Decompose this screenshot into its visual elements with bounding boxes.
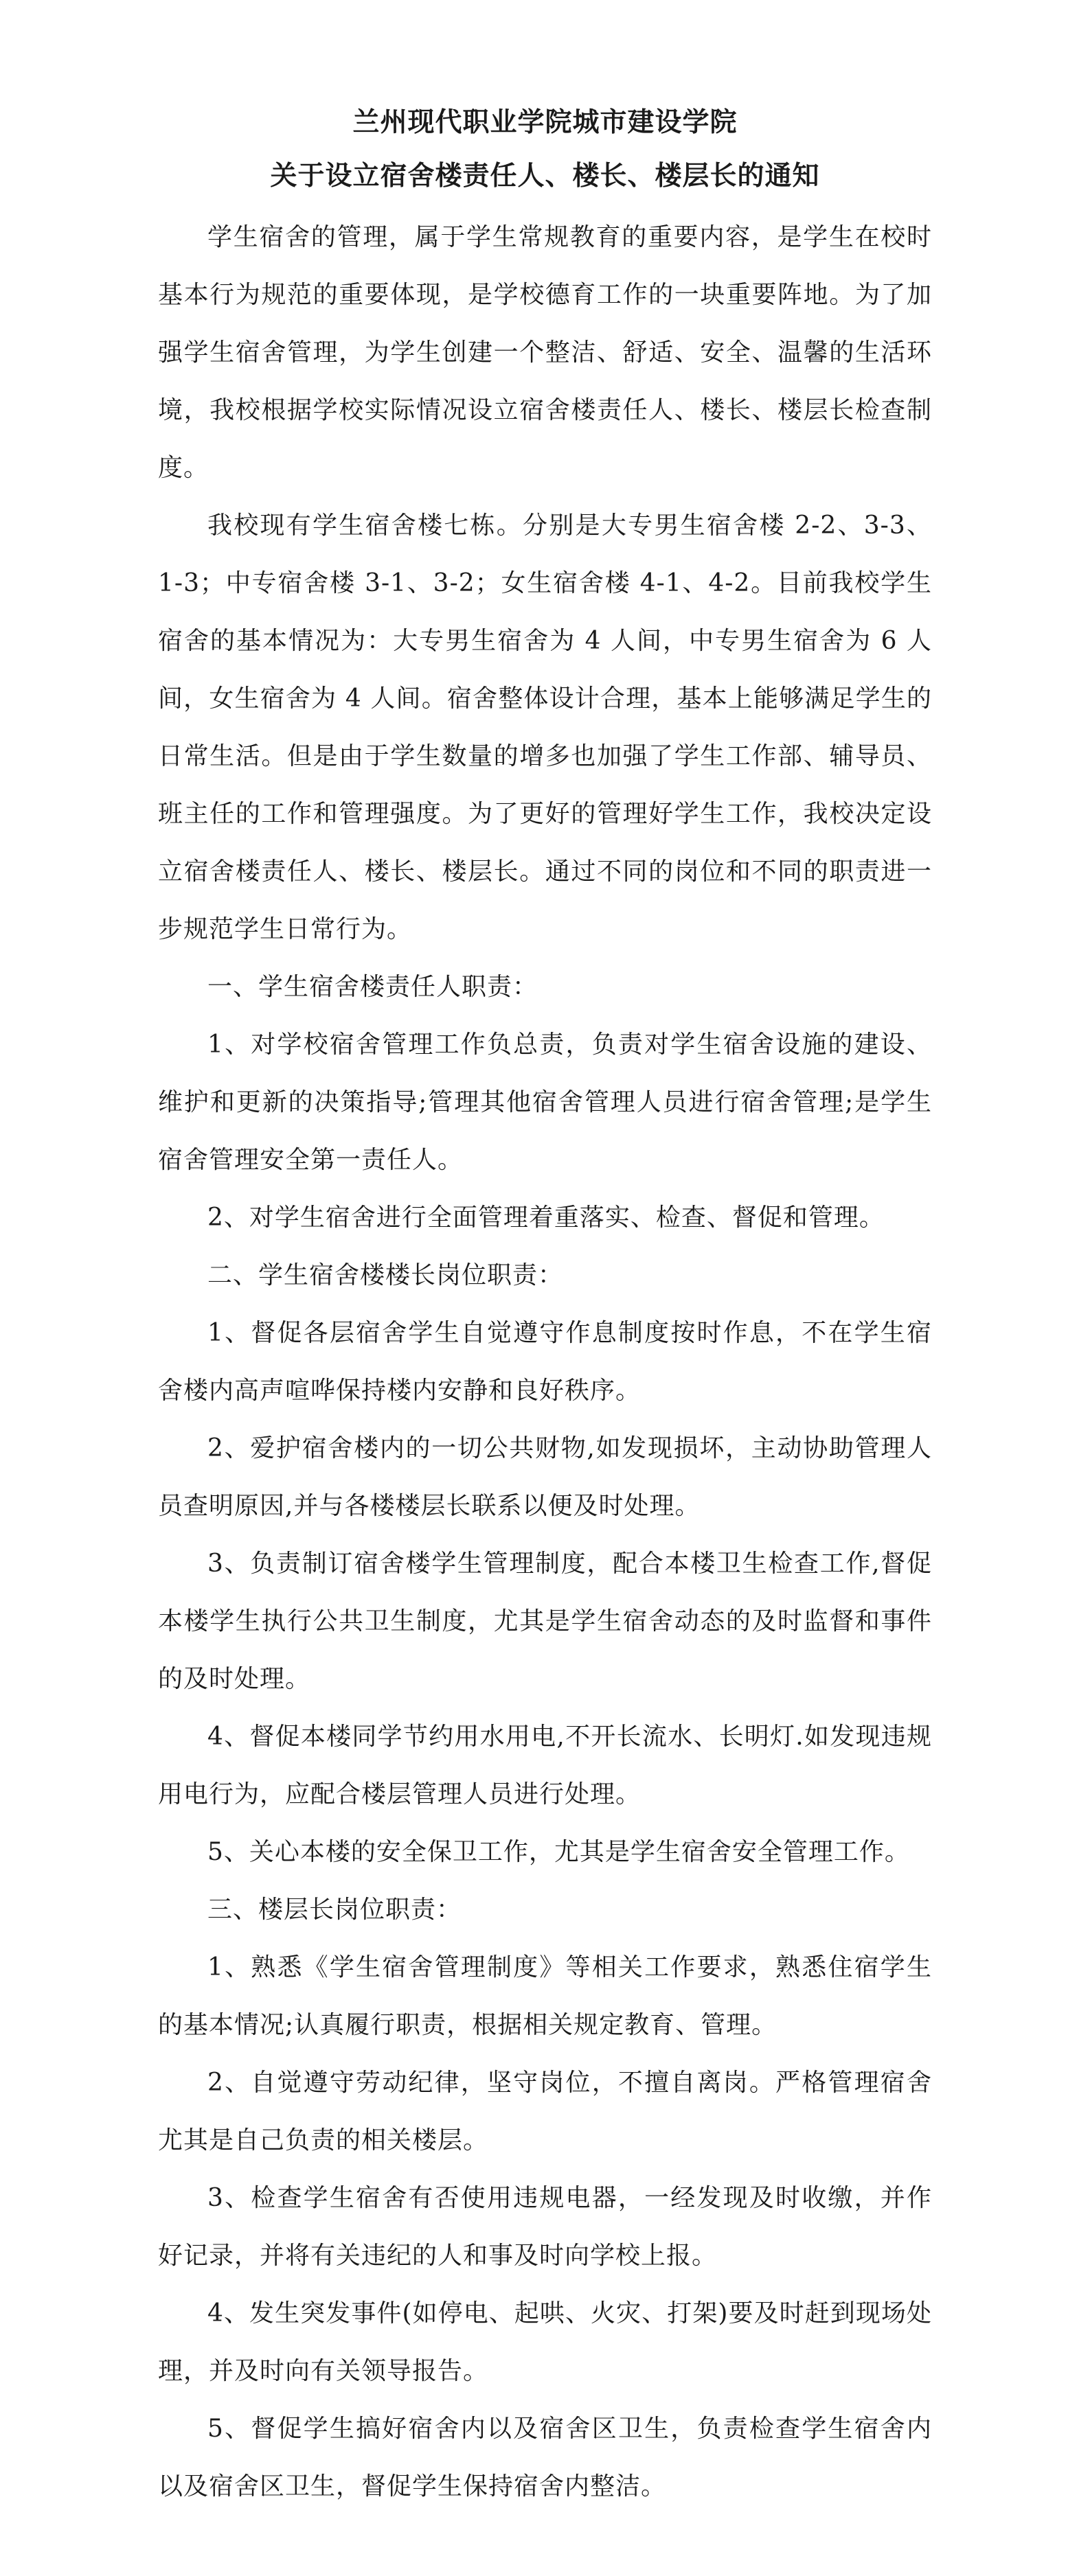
section-heading-building-responsible: 一、学生宿舍楼责任人职责：: [207, 973, 538, 1001]
list-item: 3、负责制订宿舍楼学生管理制度，配合本楼卫生检查工作,督促本楼学生执行公共卫生制度，尤其是学生宿舍动态的及时监督和事件的及时处理。: [158, 1550, 932, 1693]
list-item: 2、爱护宿舍楼内的一切公共财物,如发现损坏，主动协助管理人员查明原因,并与各楼楼层长联系以便及时处理。: [158, 1434, 932, 1520]
paragraph-dormitory-overview: 我校现有学生宿舍楼七栋。分别是大专男生宿舍楼 2-2、3-3、1-3；中专宿舍楼 3-1、3-2；女生宿舍楼 4-1、4-2。目前我校学生宿舍的基本情况为：大专男生宿舍为 4 人间，中专男生宿舍为 6 人间，女生宿舍为 4 人间。宿舍整体设计合理，基本上能够满足学生的日常生活。但是由于学生数量的增多也加强了学生工作部、辅导员、班主任的工作和管理强度。为了更好的管理好学生工作，我校决定设立宿舍楼责任人、楼长、楼层长。通过不同的岗位和不同的职责进一步规范学生日常行为。: [158, 511, 932, 943]
document-body: [158, 209, 932, 2516]
list-item: 1、督促各层宿舍学生自觉遵守作息制度按时作息，不在学生宿舍楼内高声喧哗保持楼内安静和良好秩序。: [158, 1319, 932, 1405]
list-item: 2、自觉遵守劳动纪律，坚守岗位，不擅自离岗。严格管理宿舍尤其是自己负责的相关楼层。: [158, 2069, 932, 2154]
document-title-school: 兰州现代职业学院城市建设学院: [352, 106, 738, 138]
paragraph-intro: 学生宿舍的管理，属于学生常规教育的重要内容，是学生在校时基本行为规范的重要体现，是学校德育工作的一块重要阵地。为了加强学生宿舍管理，为学生创建一个整洁、舒适、安全、温馨的生活环境，我校根据学校实际情况设立宿舍楼责任人、楼长、楼层长检查制度。: [158, 223, 932, 482]
list-item: 1、对学校宿舍管理工作负总责，负责对学生宿舍设施的建设、维护和更新的决策指导;管理其他宿舍管理人员进行宿舍管理;是学生宿舍管理安全第一责任人。: [158, 1031, 932, 1174]
document-title-notice: 关于设立宿舍楼责任人、楼长、楼层长的通知: [270, 160, 820, 192]
list-item: 5、关心本楼的安全保卫工作，尤其是学生宿舍安全管理工作。: [207, 1838, 910, 1866]
list-item: 1、熟悉《学生宿舍管理制度》等相关工作要求，熟悉住宿学生的基本情况;认真履行职责，根据相关规定教育、管理。: [158, 1953, 932, 2039]
section-heading-building-head: 二、学生宿舍楼楼长岗位职责：: [207, 1261, 564, 1289]
list-item: 4、督促本楼同学节约用水用电,不开长流水、长明灯.如发现违规用电行为，应配合楼层管理人员进行处理。: [158, 1723, 932, 1808]
list-item: 2、对学生宿舍进行全面管理着重落实、检查、督促和管理。: [207, 1204, 885, 1232]
section-heading-floor-head: 三、楼层长岗位职责：: [207, 1896, 462, 1924]
list-item: 3、检查学生宿舍有否使用违规电器，一经发现及时收缴，并作好记录，并将有关违纪的人和事及时向学校上报。: [158, 2184, 932, 2270]
list-item: 5、督促学生搞好宿舍内以及宿舍区卫生，负责检查学生宿舍内以及宿舍区卫生，督促学生保持宿舍内整洁。: [158, 2415, 932, 2500]
list-item: 4、发生突发事件(如停电、起哄、火灾、打架)要及时赶到现场处理，并及时向有关领导报告。: [158, 2299, 932, 2385]
